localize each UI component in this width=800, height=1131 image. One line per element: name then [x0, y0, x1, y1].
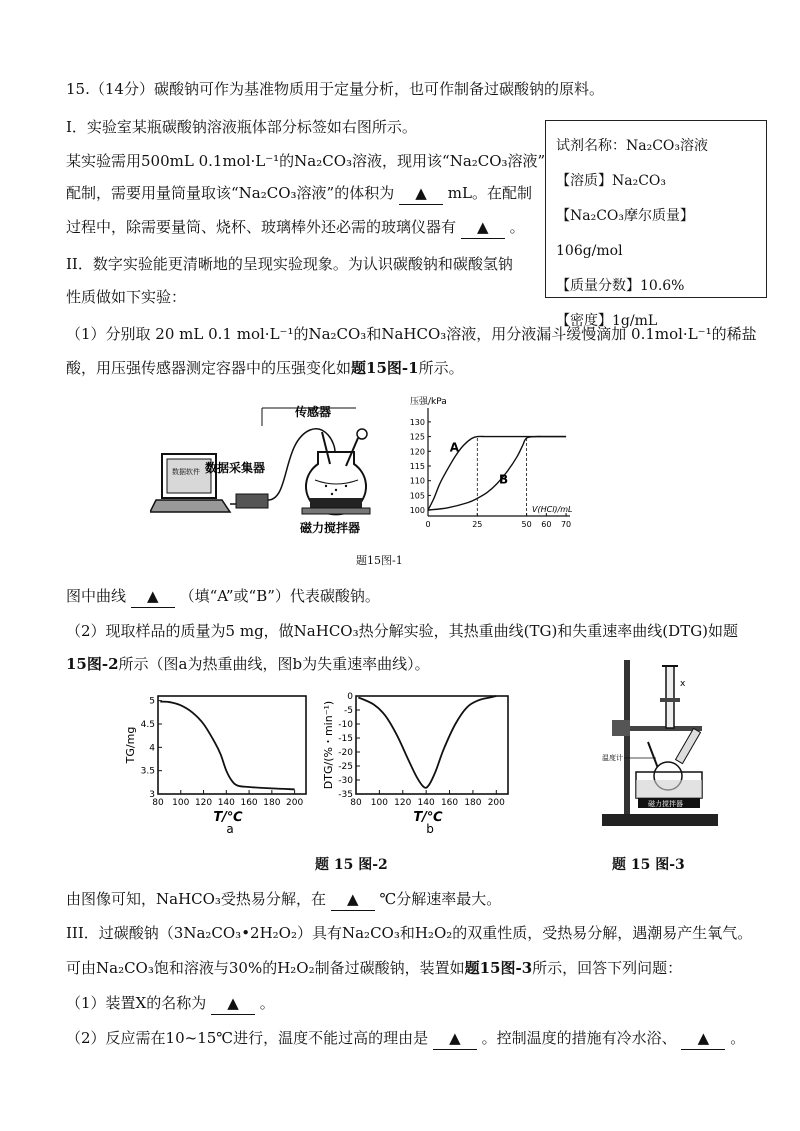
pressure-y-tick-label: 115	[409, 462, 425, 471]
tg-x-tick-label: 120	[194, 798, 213, 808]
part-ii-q2-b2: 所示（图a为热重曲线，图b为失重速率曲线）。	[118, 655, 430, 673]
part-i-line-2	[66, 182, 532, 205]
part-iii-q2a: （2）反应需在10~15℃进行，温度不能过高的理由是	[66, 1029, 429, 1047]
part-ii-q1-b1: 酸，用压强传感器测定容器中的压强变化如	[66, 359, 352, 377]
dtg-x-tick-label: 100	[370, 798, 388, 808]
part-i-line-3-a: 过程中，除需要量筒、烧杯、玻璃棒外还必需的玻璃仪器有	[66, 218, 457, 236]
tg-y-tick-label: 3	[149, 790, 155, 800]
label-density: 【密度】1g/mL	[556, 313, 658, 329]
part-ii-q2-c2: ℃分解速率最大。	[379, 890, 502, 908]
dtg-chart	[322, 692, 508, 836]
part-i-line-3-b: 。	[509, 218, 525, 236]
question-header: 15.（14分）碳酸钠可作为基准物质用于定量分析，也可作制备过碳酸钠的原料。	[66, 80, 604, 98]
tg-y-tick-label: 5	[149, 696, 155, 707]
dtg-y-tick-label: -35	[338, 790, 353, 800]
part-iii-q1b: 。	[259, 994, 275, 1012]
pressure-y-label: 压强/kPa	[410, 397, 447, 407]
label-solute: 【溶质】Na₂CO₃	[556, 173, 667, 189]
figure-1	[150, 392, 590, 572]
pressure-series-label-B: B	[499, 472, 509, 487]
dtg-x-tick-label: 80	[350, 798, 362, 808]
part-ii-q1-b3: 所示。	[418, 359, 464, 377]
tg-y-tick-label: 3.5	[140, 766, 155, 777]
part-i-line-3	[66, 216, 525, 239]
tg-curve	[160, 702, 294, 790]
part-i-line-1: 某实验需用500mL 0.1mol·L⁻¹的Na₂CO₃溶液，现用该“Na₂CO₃溶液”	[66, 152, 546, 170]
dtg-y-tick-label: -15	[338, 734, 353, 744]
part-iii-line-1: III．过碳酸钠（3Na₂CO₃•2H₂O₂）具有Na₂CO₃和H₂O₂的双重性质，受热易分解，遇潮易产生氧气。	[66, 924, 753, 942]
dtg-y-tick-label: 0	[347, 692, 353, 702]
part-iii-q1	[66, 992, 275, 1015]
laptop-screen-text: 数据软件	[172, 468, 200, 476]
dtg-y-tick-label: -10	[338, 720, 353, 730]
reagent-label-box	[545, 120, 767, 329]
part-ii-q1-line-c	[66, 585, 380, 608]
label-mass-fraction: 【质量分数】10.6%	[556, 278, 685, 294]
fig2-reference: 15图-2	[66, 655, 119, 673]
part-i-line-2-a: 配制，需要用量筒量取该“Na₂CO₃溶液”的体积为	[66, 184, 395, 202]
collector-label: 数据采集器	[205, 461, 266, 475]
tg-y-tick-label: 4	[149, 743, 155, 754]
pressure-y-tick-label: 100	[409, 506, 425, 516]
figure-2	[118, 688, 528, 838]
part-ii-q1-c2: （填“A”或“B”）代表碳酸钠。	[179, 587, 380, 605]
answer-blank-temperature[interactable]: ▲	[331, 888, 375, 911]
tg-x-tick-label: 80	[152, 798, 164, 808]
part-ii-q2-line-c	[66, 888, 501, 911]
part-ii-line-2: 性质做如下实验：	[66, 288, 187, 306]
tg-frame	[158, 696, 306, 794]
part-ii-q2-line-b	[66, 653, 430, 675]
part-iii-q1a: （1）装置X的名称为	[66, 994, 207, 1012]
dtg-y-tick-label: -25	[338, 762, 353, 772]
dtg-x-tick-label: 180	[464, 798, 482, 808]
tg-y-tick-label: 4.5	[140, 720, 155, 730]
part-iii-l2c: 所示，回答下列问题：	[532, 959, 683, 977]
part-ii-q2-c1: 由图像可知，NaHCO₃受热易分解，在	[66, 890, 326, 908]
figure-2-caption: 题 15 图-2	[315, 857, 388, 873]
tg-x-tick-label: 200	[286, 798, 304, 808]
thermometer-label: 温度计	[602, 754, 623, 762]
tg-chart	[124, 696, 306, 836]
stirrer-label: 磁力搅拌器	[300, 521, 361, 535]
answer-blank-measure[interactable]: ▲	[681, 1027, 725, 1050]
x-label: x	[680, 679, 686, 689]
part-ii-q1-line-a: （1）分别取 20 mL 0.1 mol·L⁻¹的Na₂CO₃和NaHCO₃溶液，用分液漏斗缓慢滴加 0.1mol·L⁻¹的稀盐	[66, 325, 757, 343]
dtg-x-label: T/℃	[413, 810, 443, 825]
magnetic-stirrer	[310, 498, 362, 508]
dtg-y-label: DTG/(%・min⁻¹)	[322, 700, 335, 790]
part-ii-line-1: II．数字实验能更清晰地的呈现实验现象。为认识碳酸钠和碳酸氢钠	[66, 255, 513, 273]
figure-3-caption: 题 15 图-3	[612, 857, 685, 873]
pressure-x-tick-label: 50	[521, 520, 532, 529]
pressure-x-label: V(HCl)/mL	[532, 505, 573, 514]
pressure-y-tick-label: 125	[409, 432, 425, 442]
dtg-x-tick-label: 200	[487, 798, 505, 808]
answer-blank-reason[interactable]: ▲	[433, 1027, 477, 1050]
pressure-y-tick-label: 120	[409, 447, 425, 457]
part-ii-q1-c1: 图中曲线	[66, 587, 127, 605]
pressure-series-label-A: A	[449, 440, 459, 455]
data-collector-box	[236, 494, 268, 508]
fig3-reference: 题15图-3	[464, 959, 533, 977]
part-iii-line-2	[66, 957, 682, 979]
fig3-stirrer-label: 磁力搅拌器	[648, 800, 683, 808]
pressure-y-tick-label: 130	[409, 417, 425, 427]
part-iii-l2a: 可由Na₂CO₃饱和溶液与30%的H₂O₂制备过碳酸钠，装置如	[66, 959, 465, 977]
pressure-x-tick-label: 60	[541, 520, 552, 529]
dtg-curve	[358, 696, 496, 788]
part-iii-q2	[66, 1027, 745, 1050]
pressure-x-tick-label: 0	[425, 520, 431, 529]
tg-x-tick-label: 100	[172, 798, 190, 808]
pressure-x-tick-label: 70	[560, 520, 572, 529]
dtg-y-tick-label: -20	[338, 748, 353, 758]
figure-1-caption: 题15图-1	[356, 554, 403, 567]
pressure-y-tick-label: 105	[409, 491, 425, 501]
answer-blank-glassware[interactable]: ▲	[461, 216, 505, 239]
tg-x-tick-label: 180	[263, 798, 281, 808]
dtg-y-tick-label: -5	[344, 706, 353, 716]
pressure-y-tick-label: 110	[409, 476, 425, 486]
dtg-x-tick-label: 120	[394, 798, 412, 808]
part-i-line-2-b: mL。在配制	[447, 184, 532, 202]
fig1-reference: 题15图-1	[351, 359, 419, 377]
answer-blank-device-x[interactable]: ▲	[211, 992, 255, 1015]
part-ii-q2-line-a: （2）现取样品的质量为5 mg，做NaHCO₃热分解实验，其热重曲线(TG)和失重速率曲线(DTG)如题	[66, 622, 739, 640]
tg-x-tick-label: 160	[240, 798, 258, 808]
part-ii-q1-line-b	[66, 357, 464, 379]
dtg-subcaption: b	[426, 822, 434, 836]
dtg-x-tick-label: 140	[417, 798, 435, 808]
tg-subcaption: a	[226, 822, 234, 836]
tg-x-tick-label: 140	[217, 798, 235, 808]
label-molar-mass: 【Na₂CO₃摩尔质量】106g/mol	[556, 208, 695, 259]
pressure-chart	[410, 396, 573, 529]
dtg-x-tick-label: 160	[440, 798, 459, 808]
tg-y-label: TG/mg	[124, 726, 137, 764]
sensor-label: 传感器	[295, 405, 332, 419]
part-iii-q2c: 。	[730, 1029, 746, 1047]
answer-blank-curve[interactable]: ▲	[131, 585, 175, 608]
dtg-y-tick-label: -30	[338, 776, 353, 786]
label-name: 试剂名称：Na₂CO₃溶液	[556, 138, 709, 154]
pressure-x-tick-label: 25	[472, 520, 483, 529]
answer-blank-volume[interactable]: ▲	[399, 182, 443, 205]
figure-3	[598, 658, 724, 834]
part-iii-q2b: 。控制温度的措施有冷水浴、	[481, 1029, 677, 1047]
part-i-title: I．实验室某瓶碳酸钠溶液瓶体部分标签如右图所示。	[66, 118, 417, 136]
tg-x-label: T/℃	[213, 810, 243, 825]
